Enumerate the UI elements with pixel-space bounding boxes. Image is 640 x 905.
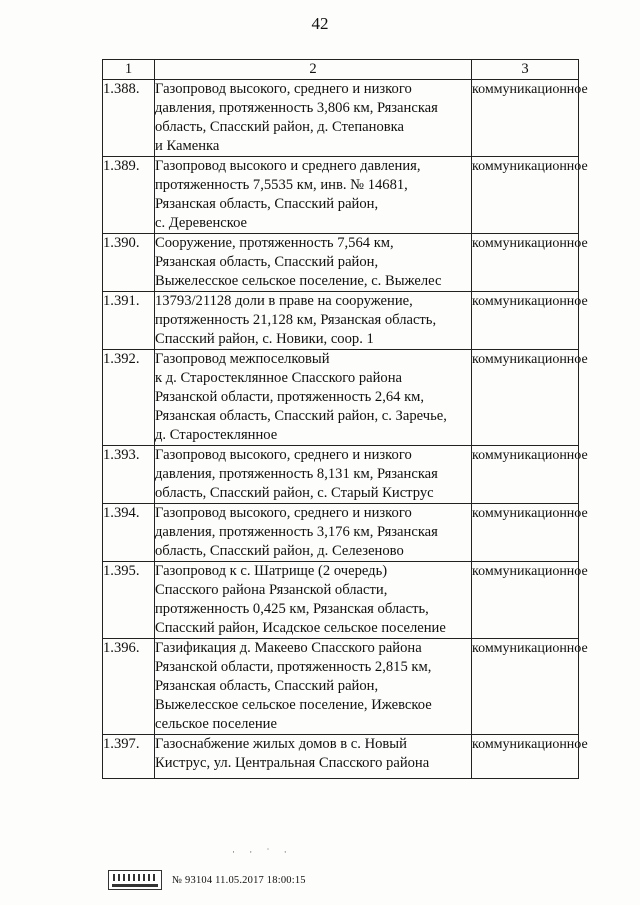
row-number: 1.388. (103, 80, 155, 157)
description-line: Газопровод межпоселковый (155, 351, 330, 367)
row-type: коммуникационное (472, 504, 579, 562)
row-description (155, 234, 472, 292)
description-line: давления, протяженность 3,806 км, Рязанская (155, 100, 438, 116)
document-registration-meta: № 93104 11.05.2017 18:00:15 (172, 874, 306, 886)
row-type: коммуникационное (472, 562, 579, 639)
description-line: Газопровод высокого, среднего и низкого (155, 81, 412, 97)
description-line: сельское поселение (155, 716, 277, 732)
row-description (155, 639, 472, 735)
row-description (155, 446, 472, 504)
description-line: Рязанской области, протяженность 2,64 км, (155, 389, 425, 405)
row-number: 1.396. (103, 639, 155, 735)
description-line: Спасский район, с. Новики, соор. 1 (155, 331, 374, 347)
description-line: к д. Старостеклянное Спасского района (155, 370, 402, 386)
document-footer (108, 869, 306, 891)
row-description (155, 157, 472, 234)
row-number: 1.392. (103, 350, 155, 446)
description-line: область, Спасский район, д. Селезеново (155, 543, 404, 559)
description-line: Рязанская область, Спасский район, (155, 196, 379, 212)
row-description (155, 504, 472, 562)
description-line: Сооружение, протяженность 7,564 км, (155, 235, 394, 251)
row-number: 1.390. (103, 234, 155, 292)
row-description (155, 735, 472, 779)
row-type: коммуникационное (472, 446, 579, 504)
description-line: Газоснабжение жилых домов в с. Новый (155, 736, 407, 752)
description-line: Рязанская область, Спасский район, (155, 678, 379, 694)
description-line: с. Деревенское (155, 215, 248, 231)
row-number: 1.395. (103, 562, 155, 639)
registry-table (102, 59, 588, 779)
column-header-3: 3 (472, 60, 579, 80)
row-type: коммуникационное (472, 234, 579, 292)
page-number: 42 (311, 14, 329, 33)
description-line: Газопровод высокого, среднего и низкого (155, 447, 412, 463)
description-line: Газификация д. Макеево Спасского района (155, 640, 422, 656)
description-line: протяженность 0,425 км, Рязанская область, (155, 601, 429, 617)
description-line: 13793/21128 доли в праве на сооружение, (155, 293, 413, 309)
description-line: Газопровод к с. Шатрище (2 очередь) (155, 563, 388, 579)
description-line: Выжелесское сельское поселение, с. Выжелес (155, 273, 442, 289)
table-row (103, 350, 579, 446)
table-row (103, 234, 579, 292)
column-header-2: 2 (155, 60, 472, 80)
row-type: коммуникационное (472, 350, 579, 446)
description-line: область, Спасский район, д. Степановка (155, 119, 404, 135)
description-line: Газопровод высокого, среднего и низкого (155, 505, 412, 521)
description-line: Рязанская область, Спасский район, с. Заречье, (155, 408, 447, 424)
registry-stamp-icon (108, 870, 162, 890)
description-line: Газопровод высокого и среднего давления, (155, 158, 421, 174)
table-row (103, 292, 579, 350)
description-line: Рязанская область, Спасский район, (155, 254, 379, 270)
row-type: коммуникационное (472, 735, 579, 779)
row-description (155, 350, 472, 446)
table-row (103, 562, 579, 639)
description-line: и Каменка (155, 138, 220, 154)
description-line: Киструс, ул. Центральная Спасского района (155, 755, 430, 771)
description-line: Спасский район, Исадское сельское поселение (155, 620, 446, 636)
description-line: область, Спасский район, с. Старый Киструс (155, 485, 434, 501)
row-type: коммуникационное (472, 80, 579, 157)
row-description (155, 292, 472, 350)
table-header-row (103, 60, 579, 80)
table-row (103, 446, 579, 504)
description-line: протяженность 7,5535 км, инв. № 14681, (155, 177, 408, 193)
row-description (155, 80, 472, 157)
table-row (103, 80, 579, 157)
table-row (103, 157, 579, 234)
description-line: давления, протяженность 8,131 км, Рязанская (155, 466, 438, 482)
scan-specks: · · ˙ · (232, 847, 293, 857)
description-line: давления, протяженность 3,176 км, Рязанская (155, 524, 438, 540)
row-number: 1.389. (103, 157, 155, 234)
table-row (103, 735, 579, 779)
table-row (103, 504, 579, 562)
column-header-1: 1 (103, 60, 155, 80)
description-line: Спасского района Рязанской области, (155, 582, 388, 598)
row-type: коммуникационное (472, 157, 579, 234)
description-line: д. Старостеклянное (155, 427, 278, 443)
row-number: 1.393. (103, 446, 155, 504)
row-type: коммуникационное (472, 639, 579, 735)
description-line: Рязанской области, протяженность 2,815 км, (155, 659, 432, 675)
row-number: 1.391. (103, 292, 155, 350)
description-line: Выжелесское сельское поселение, Ижевское (155, 697, 432, 713)
row-number: 1.394. (103, 504, 155, 562)
row-number: 1.397. (103, 735, 155, 779)
description-line: протяженность 21,128 км, Рязанская область, (155, 312, 437, 328)
row-description (155, 562, 472, 639)
table-row (103, 639, 579, 735)
row-type: коммуникационное (472, 292, 579, 350)
